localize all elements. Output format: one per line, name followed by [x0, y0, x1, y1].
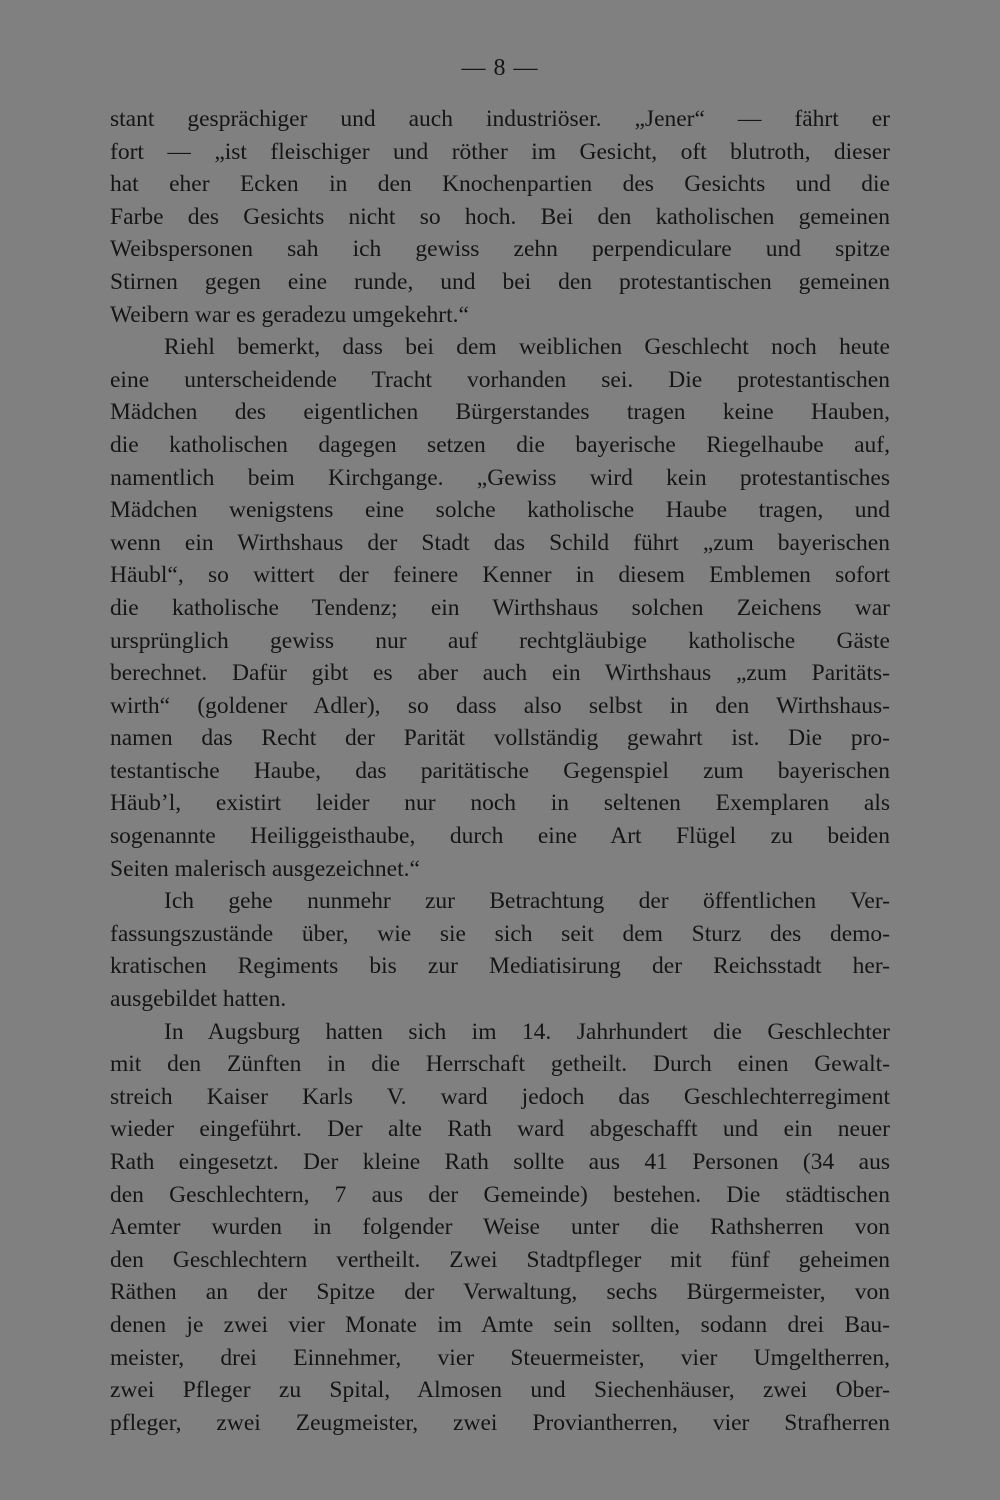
- text-line: streich Kaiser Karls V. ward jedoch das Geschlechterregiment: [110, 1083, 890, 1110]
- text-line: Seiten malerisch ausgezeichnet.“: [110, 855, 420, 882]
- text-line: Stirnen gegen eine runde, und bei den protestantischen gemeinen: [110, 268, 890, 295]
- text-line: pfleger, zwei Zeugmeister, zwei Proviantherren, vier Strafherren: [110, 1409, 890, 1436]
- text-line: fassungszustände über, wie sie sich seit dem Sturz des demo-: [110, 920, 890, 947]
- text-line: wirth“ (goldener Adler), so dass also selbst in den Wirthshaus-: [110, 692, 890, 719]
- text-line: testantische Haube, das paritätische Gegenspiel zum bayerischen: [110, 757, 890, 784]
- text-line: ausgebildet hatten.: [110, 986, 287, 1013]
- text-line: berechnet. Dafür gibt es aber auch ein Wirthshaus „zum Paritäts-: [110, 660, 890, 687]
- page-number: — 8 —: [461, 55, 539, 81]
- text-line: Mädchen des eigentlichen Bürgerstandes tragen keine Hauben,: [110, 399, 890, 426]
- text-line: den Geschlechtern, 7 aus der Gemeinde) bestehen. Die städtischen: [110, 1181, 890, 1208]
- text-line: stant gesprächiger und auch industriöser. „Jener“ — fährt er: [110, 106, 890, 132]
- text-line: den Geschlechtern vertheilt. Zwei Stadtpfleger mit fünf geheimen: [110, 1246, 890, 1273]
- text-line: hat eher Ecken in den Knochenpartien des Gesichts und die: [110, 171, 890, 198]
- text-line: Farbe des Gesichts nicht so hoch. Bei den katholischen gemeinen: [110, 203, 890, 230]
- body-text: [110, 103, 890, 1439]
- text-line: Ich gehe nunmehr zur Betrachtung der öffentlichen Ver-: [164, 888, 890, 915]
- text-line: die katholische Tendenz; ein Wirthshaus solchen Zeichens war: [110, 594, 890, 621]
- text-line: Riehl bemerkt, dass bei dem weiblichen Geschlecht noch heute: [164, 334, 890, 361]
- text-line: meister, drei Einnehmer, vier Steuermeister, vier Umgeltherren,: [110, 1344, 890, 1371]
- text-line: Häubl“, so wittert der feinere Kenner in diesem Emblemen sofort: [110, 562, 890, 589]
- text-line: Häub’l, existirt leider nur noch in seltenen Exemplaren als: [110, 790, 890, 817]
- text-line: zwei Pfleger zu Spital, Almosen und Siechenhäuser, zwei Ober-: [110, 1377, 890, 1404]
- text-line: wieder eingeführt. Der alte Rath ward abgeschafft und ein neuer: [110, 1116, 890, 1143]
- text-line: Weibspersonen sah ich gewiss zehn perpendiculare und spitze: [110, 236, 890, 263]
- text-line: namentlich beim Kirchgange. „Gewiss wird kein protestantisches: [110, 464, 890, 491]
- text-line: Rath eingesetzt. Der kleine Rath sollte aus 41 Personen (34 aus: [110, 1149, 890, 1175]
- text-line: eine unterscheidende Tracht vorhanden sei. Die protestantischen: [110, 366, 890, 393]
- text-line: Räthen an der Spitze der Verwaltung, sechs Bürgermeister, von: [110, 1279, 890, 1306]
- text-line: denen je zwei vier Monate im Amte sein sollten, sodann drei Bau-: [110, 1311, 890, 1338]
- text-line: wenn ein Wirthshaus der Stadt das Schild führt „zum bayerischen: [110, 529, 890, 556]
- text-line: Aemter wurden in folgender Weise unter die Rathsherren von: [110, 1214, 890, 1241]
- text-line: Weibern war es geradezu umgekehrt.“: [110, 301, 469, 328]
- text-line: sogenannte Heiliggeisthaube, durch eine Art Flügel zu beiden: [110, 823, 890, 850]
- text-line: ursprünglich gewiss nur auf rechtgläubige katholische Gäste: [110, 627, 890, 654]
- text-line: fort — „ist fleischiger und röther im Gesicht, oft blutroth, dieser: [110, 138, 890, 165]
- text-line: namen das Recht der Parität vollständig gewahrt ist. Die pro-: [110, 725, 890, 752]
- text-line: Mädchen wenigstens eine solche katholische Haube tragen, und: [110, 497, 890, 524]
- text-line: In Augsburg hatten sich im 14. Jahrhundert die Geschlechter: [164, 1018, 890, 1045]
- book-page: [110, 50, 890, 1460]
- text-line: mit den Zünften in die Herrschaft getheilt. Durch einen Gewalt-: [110, 1051, 890, 1078]
- text-line: die katholischen dagegen setzen die bayerische Riegelhaube auf,: [110, 431, 890, 458]
- text-line: kratischen Regiments bis zur Mediatisirung der Reichsstadt her-: [110, 953, 890, 980]
